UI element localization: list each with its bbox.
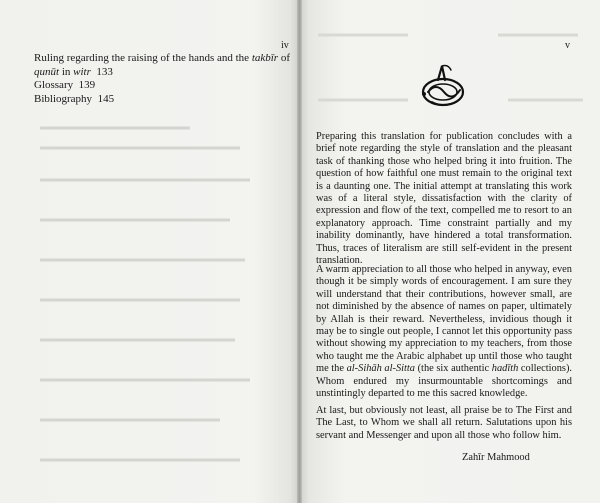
paragraph-text: (the six authentic xyxy=(415,363,492,375)
toc-text: in xyxy=(59,65,74,78)
bleed-through-lines xyxy=(40,120,260,480)
toc-text: of xyxy=(278,52,291,64)
author-signature: Zahīr Mahmood xyxy=(462,452,530,463)
term-sihah-sitta: al-Sihāh al-Sitta xyxy=(346,363,415,375)
paragraph-text: collections). Whom endured my insurmountable shortcomings and unstintingly departed to me this sacred knowledge. xyxy=(316,363,572,400)
paragraph-appreciation xyxy=(316,264,572,400)
toc-page-number: 139 xyxy=(78,79,96,91)
bleed-through xyxy=(40,120,260,480)
paragraph-translation-note: Preparing this translation for publication concludes with a brief note regarding the style of translation and the pleasant task of thanking those who helped bring it into fruition. The question of how faithful one must remain to the original text is a daunting one. The initial attempt at translating this work was of a literal style, dissatisfaction with the clarity of expression and flow of the text, compelled me to resort to an explanatory approach. Time constraint partially and my inability dominantly, have hindered a total transformation. Thus, traces of literalism are still self-evident in the present translation. xyxy=(316,131,572,267)
toc-entry-bibliography xyxy=(34,93,296,107)
paragraph-text: A warm appreciation to all those who helped in anyway, even though it be simply words of encouragement. I am sure they will understand that their contributions, however small, are not diminished by the absence of names on paper, ultimately by Allah is their reward. Nevertheless, invidious though it may be to single out people, I cannot let this opportunity pass without showing my appreciation to my teachers, from those who taught me the Arabic alphabet up until those who taught me the xyxy=(316,264,572,375)
toc-page-number: 145 xyxy=(97,92,115,105)
toc-term-witr: witr xyxy=(73,65,91,78)
page-number-right: v xyxy=(565,40,570,51)
page-number-left: iv xyxy=(281,40,289,51)
toc-label: Glossary xyxy=(34,79,74,91)
toc-label: Bibliography xyxy=(34,92,93,105)
toc-text: Ruling regarding the raising of the hands and the xyxy=(34,52,252,64)
toc-page-number: 133 xyxy=(90,65,113,78)
book-gutter xyxy=(297,0,302,503)
calligraphic-seal-icon xyxy=(418,62,468,108)
term-hadith: hadīth xyxy=(491,363,519,375)
toc-term-takbir: takbīr xyxy=(251,52,279,64)
toc-entry-qunut-cont xyxy=(34,66,296,80)
table-of-contents xyxy=(34,52,296,106)
paragraph-closing-praise: At last, but obviously not least, all praise be to The First and The Last, to Whom we shall all return. Salutations upon his servant and Messenger and upon all those who follow him. xyxy=(316,405,572,441)
toc-term-qunut: qunūt xyxy=(34,65,60,78)
toc-entry-qunut xyxy=(34,52,296,66)
left-page xyxy=(0,0,299,503)
toc-entry-glossary xyxy=(34,79,296,93)
